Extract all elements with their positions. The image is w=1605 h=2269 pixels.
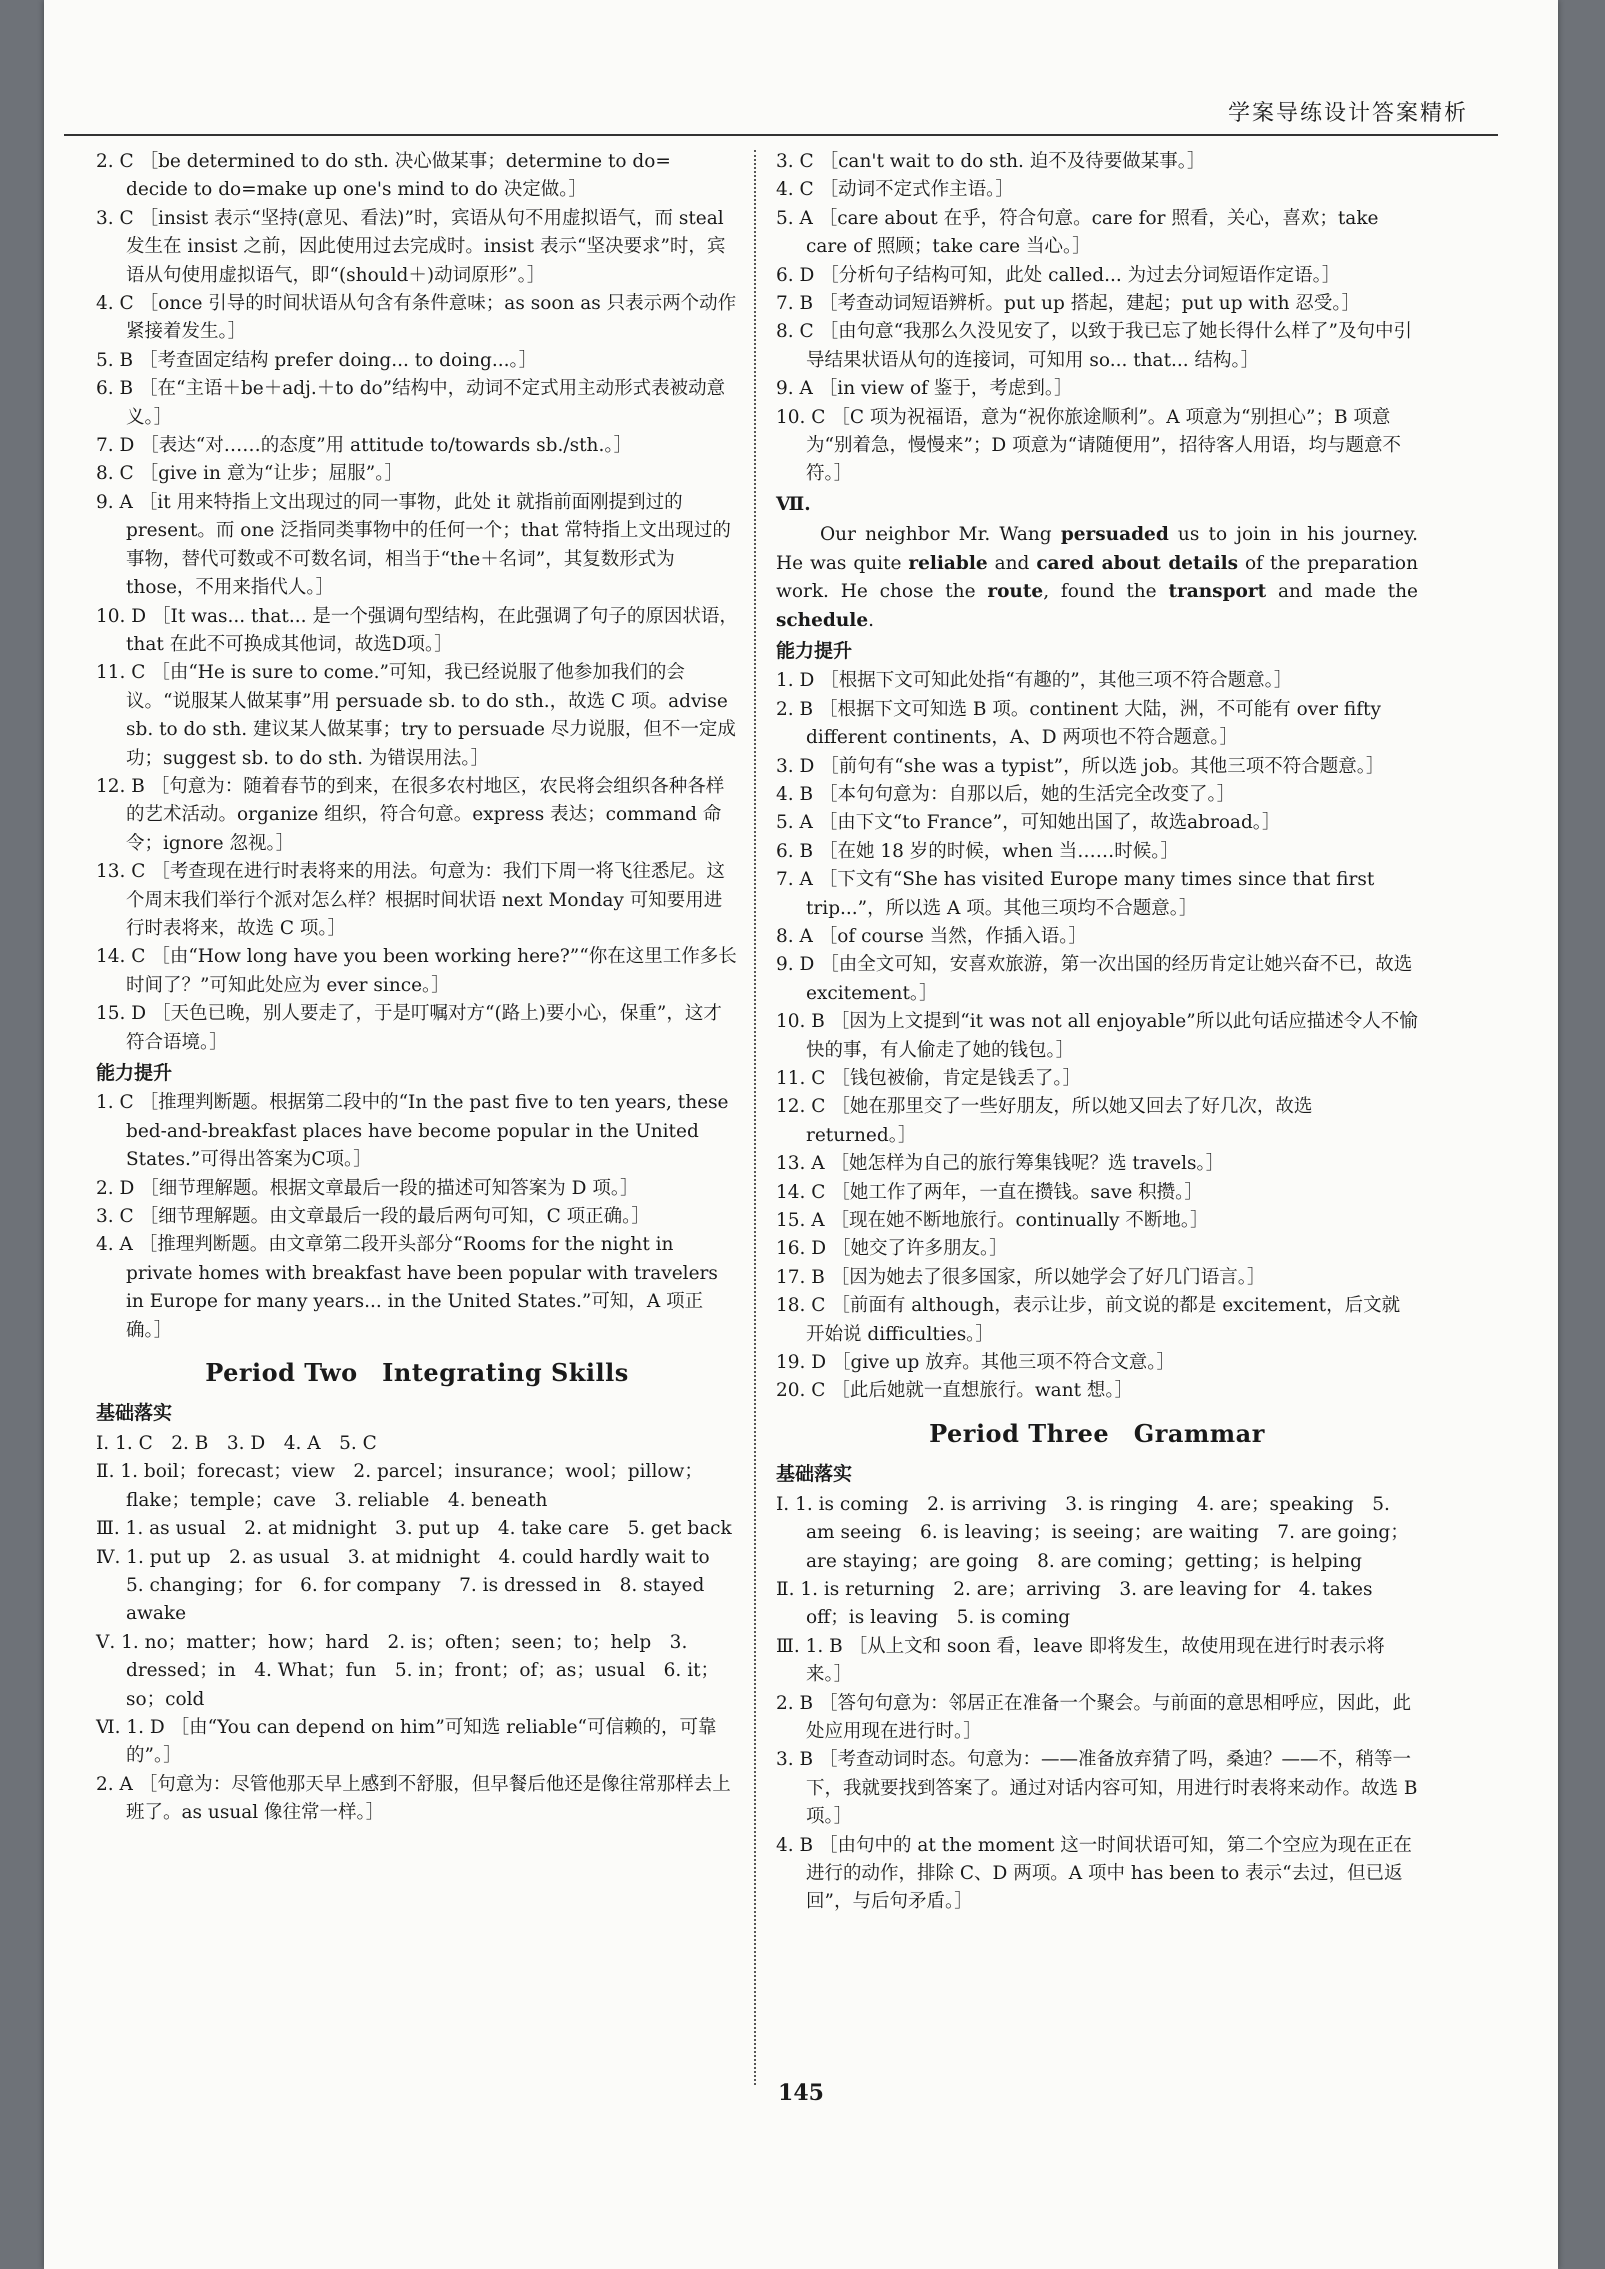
answer-entry: 12. C ［她在那里交了一些好朋友，所以她又回去了好几次，故选 returned。］	[776, 1096, 1313, 1146]
answer-entry: 9. A ［in view of 鉴于，考虑到。］	[776, 378, 1073, 400]
answer-entry: 13. C ［考查现在进行时表将来的用法。句意为：我们下周一将飞往悉尼。这个周末我们举行个派对怎么样？根据时间状语 next Monday 可知要用进行时表将来，故选 C 项。］	[96, 861, 725, 939]
answer-entry: 14. C ［由“How long have you been working here?”“你在这里工作多长时间了？”可知此处应为 ever since。］	[96, 946, 737, 996]
answer-entry: 4. A ［推理判断题。由文章第二段开头部分“Rooms for the night in private homes with breakfast have been popular with travelers in Europe for many years... in the United States.”可知，A 项正确。］	[96, 1234, 718, 1341]
left-column	[96, 148, 738, 1828]
answer-entry: 6. D ［分析句子结构可知，此处 called... 为过去分词短语作定语。］	[776, 264, 1341, 286]
answer-entry: 8. C ［give in 意为“让步；屈服”。］	[96, 463, 403, 485]
roman-seven-label: Ⅶ.	[776, 493, 811, 515]
para-keyword: cared about details	[1036, 552, 1239, 574]
answer-entry: 7. B ［考查动词短语辨析。put up 搭起，建起；put up with 忍受。］	[776, 293, 1361, 315]
answer-entry: Ⅱ. 1. boil；forecast；view 2. parcel；insurance；wool；pillow；flake；temple；cave 3. reliable 4. beneath	[96, 1461, 703, 1511]
answer-entry: Ⅰ. 1. is coming 2. is arriving 3. is ringing 4. are；speaking 5. am seeing 6. is leaving；is seeing；are waiting 7. are going；are staying；are going 8. are coming；getting；is helping	[776, 1493, 1409, 1572]
right-column	[776, 148, 1418, 1917]
column-divider	[754, 150, 756, 2085]
para-text: , found the	[1043, 581, 1169, 603]
answer-entry: 1. D ［根据下文可知此处指“有趣的”，其他三项不符合题意。］	[776, 670, 1293, 692]
answer-entry: 5. B ［考查固定结构 prefer doing... to doing...。］	[96, 349, 538, 371]
answer-entry: 4. C ［once 引导的时间状语从句含有条件意味；as soon as 只表示两个动作紧接着发生。］	[96, 293, 737, 343]
answer-entry: Ⅲ. 1. as usual 2. at midnight 3. put up 4. take care 5. get back	[96, 1518, 732, 1540]
left-entries-b	[96, 1089, 738, 1345]
para-text: of the preparation work. He chose the	[776, 552, 1418, 603]
answer-entry: 4. B ［由句中的 at the moment 这一时间状语可知，第二个空应为现在正在进行的动作，排除 C、D 两项。A 项中 has been to 表示“去过，但已返回”，与后句矛盾。］	[776, 1834, 1412, 1913]
answer-entry: 11. C ［钱包被偷，肯定是钱丢了。］	[776, 1068, 1082, 1089]
answer-entry: 3. C ［can't wait to do sth. 迫不及待要做某事。］	[776, 151, 1206, 172]
answer-entry: 6. B ［在她 18 岁的时候，when 当……时候。］	[776, 840, 1180, 862]
para-text: .	[868, 609, 874, 631]
right-entries-c	[776, 1491, 1418, 1917]
subsection-title-basics: 基础落实	[96, 1402, 173, 1425]
answer-entry: Ⅳ. 1. put up 2. as usual 3. at midnight 4. could hardly wait to 5. changing；for 6. for company 7. is dressed in 8. stayed awake	[96, 1546, 729, 1625]
answer-entry: 7. A ［下文有“She has visited Europe many times since that first trip...”，所以选 A 项。其他三项均不合题意。］	[776, 869, 1375, 919]
answer-entry: 2. B ［根据下文可知选 B 项。continent 大陆，洲，不可能有 over fifty different continents，A、D 两项也不符合题意。］	[776, 698, 1381, 749]
answer-entry: 4. C ［动词不定式作主语。］	[776, 179, 1014, 201]
answer-entry: Ⅴ. 1. no；matter；how；hard 2. is；often；seen；to；help 3. dressed；in 4. What；fun 5. in；front；of；as；usual 6. it；so；cold	[96, 1631, 720, 1710]
answer-entry: 8. C ［由句意“我那么久没见安了，以致于我已忘了她长得什么样了”及句中引导结果状语从句的连接词，可知用 so... that... 结构。］	[776, 321, 1412, 371]
answer-entry: Ⅰ. 1. C 2. B 3. D 4. A 5. C	[96, 1432, 377, 1454]
answer-entry: 13. A ［她怎样为自己的旅行筹集钱呢？选 travels。］	[776, 1153, 1225, 1175]
answer-entry: 11. C ［由“He is sure to come.”可知，我已经说服了他参加我们的会议。“说服某人做某事”用 persuade sb. to do sth.，故选 C 项。advise sb. to do sth. 建议某人做某事；try to persuade 尽力说服，但不一定成功；suggest sb. to do sth. 为错误用法。］	[96, 662, 736, 769]
page-number: 145	[778, 2080, 824, 2106]
right-entries-b	[776, 667, 1418, 1406]
para-keyword: route	[987, 581, 1044, 603]
answer-entry: 3. D ［前句有“she was a typist”，所以选 job。其他三项不符合题意。］	[776, 755, 1385, 777]
right-entries-a	[776, 148, 1418, 489]
answer-entry: 2. D ［细节理解题。根据文章最后一段的描述可知答案为 D 项。］	[96, 1177, 639, 1199]
answer-entry: 18. C ［前面有 although，表示让步，前文说的都是 excitement，后文就开始说 difficulties。］	[776, 1295, 1401, 1345]
answer-entry: 19. D ［give up 放弃。其他三项不符合文意。］	[776, 1352, 1175, 1374]
answer-page	[44, 0, 1558, 2269]
answer-entry: 12. B ［句意为：随着春节的到来，在很多农村地区，农民将会组织各种各样的艺术活动。organize 组织，符合句意。express 表达；command 命令；ignore 忽视。］	[96, 775, 725, 854]
para-keyword: transport	[1168, 581, 1267, 603]
page-header-title: 学案导练设计答案精析	[1227, 101, 1468, 126]
answer-entry: 5. A ［由下文“to France”，可知她出国了，故选abroad。］	[776, 812, 1281, 834]
answer-entry: Ⅲ. 1. B ［从上文和 soon 看，leave 即将发生，故使用现在进行时表示将来。］	[776, 1635, 1385, 1686]
answer-entry: 20. C ［此后她就一直想旅行。want 想。］	[776, 1380, 1134, 1402]
para-keyword: schedule	[776, 609, 869, 631]
para-keyword: reliable	[908, 552, 988, 574]
answer-entry: 14. C ［她工作了两年，一直在攒钱。save 积攒。］	[776, 1181, 1203, 1203]
answer-entry: 10. C ［C 项为祝福语，意为“祝你旅途顺利”。A 项意为“别担心”；B 项意为“别着急，慢慢来”；D 项意为“请随便用”，招待客人用语，均与题意不符。］	[776, 406, 1402, 485]
answer-entry: 3. B ［考查动词时态。句意为：——准备放弃猜了吗，桑迪？——不，稍等一下，我就要找到答案了。通过对话内容可知，用进行时表将来动作。故选 B 项。］	[776, 1749, 1418, 1828]
para-text: and	[987, 552, 1037, 574]
section-title-period-three: Period Three Grammar	[929, 1418, 1265, 1448]
answer-entry: Ⅱ. 1. is returning 2. are；arriving 3. are leaving for 4. takes off；is leaving 5. is coming	[776, 1578, 1373, 1629]
answer-entry: 2. C ［be determined to do sth. 决心做某事；determine to do= decide to do=make up one's mind to do 决定做。］	[96, 151, 671, 201]
answer-entry: 4. B ［本句句意为：自那以后，她的生活完全改变了。］	[776, 783, 1236, 805]
answer-entry: 3. C ［细节理解题。由文章最后一段的最后两句可知，C 项正确。］	[96, 1206, 650, 1228]
answer-entry: 10. D ［It was... that... 是一个强调句型结构，在此强调了句子的原因状语，that 在此不可换成其他词，故选D项。］	[96, 605, 738, 655]
answer-entry: 2. A ［句意为：尽管他那天早上感到不舒服，但早餐后他还是像往常那样去上班了。as usual 像往常一样。］	[96, 1773, 731, 1824]
answer-entry: 2. B ［答句句意为：邻居正在准备一个聚会。与前面的意思相呼应，因此，此处应用现在进行时。］	[776, 1692, 1412, 1742]
subsection-title-ability: 能力提升	[776, 639, 853, 662]
subsection-title-ability: 能力提升	[96, 1062, 173, 1084]
answer-entry: 17. B ［因为她去了很多国家，所以她学会了好几门语言。］	[776, 1266, 1266, 1288]
para-text: us to join in his journey. He was quite	[776, 524, 1419, 574]
answer-entry: 15. A ［现在她不断地旅行。continually 不断地。］	[776, 1210, 1209, 1232]
answer-entry: 5. A ［care about 在乎，符合句意。care for 照看，关心，喜欢；take care of 照顾；take care 当心。］	[776, 207, 1379, 258]
header-rule	[64, 134, 1498, 136]
para-keyword: persuaded	[1060, 524, 1169, 546]
answer-entry: Ⅵ. 1. D ［由“You can depend on him”可知选 reliable“可信赖的，可靠的”。］	[96, 1716, 717, 1767]
summary-paragraph	[776, 521, 1418, 635]
para-text: and made the	[1266, 581, 1418, 603]
answer-entry: 9. A ［it 用来特指上文出现过的同一事物，此处 it 就指前面刚提到过的 present。而 one 泛指同类事物中的任何一个；that 常特指上文出现过的事物，替代可数或不可数名词，相当于“the＋名词”，其复数形式为 those，不用来指代人。］	[96, 491, 731, 599]
left-entries-c	[96, 1430, 738, 1828]
answer-entry: 16. D ［她交了许多朋友。］	[776, 1238, 1008, 1260]
subsection-title-basics: 基础落实	[776, 1463, 853, 1486]
answer-entry: 15. D ［天色已晚，别人要走了，于是叮嘱对方“(路上)要小心，保重”，这才符合语境。］	[96, 1003, 722, 1053]
answer-entry: 3. C ［insist 表示“坚持(意见、看法)”时，宾语从句不用虚拟语气，而 steal 发生在 insist 之前，因此使用过去完成时。insist 表示“坚决要求”时，宾语从句使用虚拟语气，即“(should＋)动词原形”。］	[96, 207, 726, 286]
answer-entry: 6. B ［在“主语＋be＋adj.＋to do”结构中，动词不定式用主动形式表被动意义。］	[96, 378, 726, 428]
answer-entry: 9. D ［由全文可知，安喜欢旅游，第一次出国的经历肯定让她兴奋不已，故选 excitement。］	[776, 954, 1413, 1004]
answer-entry: 7. D ［表达“对……的态度”用 attitude to/towards sb./sth.。］	[96, 435, 633, 457]
answer-entry: 10. B ［因为上文提到“it was not all enjoyable”所以此句话应描述令人不愉快的事，有人偷走了她的钱包。］	[776, 1011, 1418, 1061]
answer-entry: 8. A ［of course 当然，作插入语。］	[776, 925, 1087, 947]
answer-entry: 1. C ［推理判断题。根据第二段中的“In the past five to ten years, these bed-and-breakfast places have become popular in the United States.”可得出答案为C项。］	[96, 1092, 729, 1171]
section-title-period-two: Period Two Integrating Skills	[205, 1358, 629, 1388]
left-entries-a	[96, 148, 738, 1057]
para-text: Our neighbor Mr. Wang	[820, 524, 1061, 546]
